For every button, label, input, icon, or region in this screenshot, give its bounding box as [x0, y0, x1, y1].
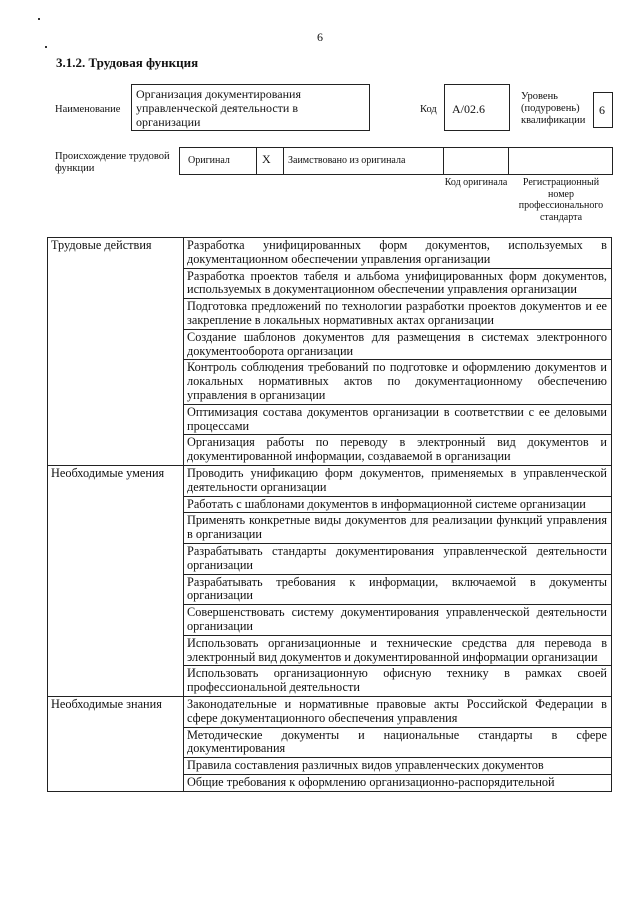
code-label: Код — [420, 104, 437, 115]
name-label: Наименование — [55, 104, 121, 115]
table-row — [48, 696, 612, 727]
item-cell: Применять конкретные виды документов для реализации функций управления в организации — [184, 513, 612, 544]
code-original-label: Код оригинала — [444, 177, 508, 188]
item-cell: Разрабатывать требования к информации, включаемой в документы организации — [184, 574, 612, 605]
item-cell: Использовать организационную офисную технику в рамках своей профессиональной деятельности — [184, 666, 612, 697]
item-cell: Работать с шаблонами документов в информационной системе организации — [184, 496, 612, 513]
code-value-box — [444, 84, 510, 131]
category-cell: Трудовые действия — [48, 238, 184, 466]
item-cell: Разработка унифицированных форм документов, используемых в документационном обеспечении управления организации — [184, 238, 612, 269]
item-cell: Общие требования к оформлению организационно-распорядительной — [184, 774, 612, 791]
item-cell: Использовать организационные и технические средства для перевода в электронный вид документов и документированной информации организации — [184, 635, 612, 666]
category-cell: Необходимые умения — [48, 465, 184, 696]
level-label: Уровень (подуровень) квалификации — [521, 91, 586, 126]
item-cell: Организация работы по переводу в электронный вид документов и документированной информации, создаваемой в организации — [184, 435, 612, 466]
level-value-box — [593, 92, 613, 128]
category-cell: Необходимые знания — [48, 696, 184, 791]
item-cell: Контроль соблюдения требований по подготовке и оформлению документов и локальных нормативных актов по документационному обеспечению управления в организации — [184, 360, 612, 404]
item-cell: Правила составления различных видов управленческих документов — [184, 758, 612, 775]
borrowed-label: Заимствовано из оригинала — [288, 155, 406, 166]
item-cell: Разрабатывать стандарты документирования управленческой деятельности организации — [184, 543, 612, 574]
item-cell: Создание шаблонов документов для размещения в системах электронного документооборота организации — [184, 329, 612, 360]
code-value: A/02.6 — [452, 102, 485, 116]
section-title: 3.1.2. Трудовая функция — [56, 55, 199, 70]
item-cell: Законодательные и нормативные правовые акты Российской Федерации в сфере документационного обеспечения управления — [184, 696, 612, 727]
scan-speck — [38, 18, 40, 20]
function-name-box — [131, 84, 370, 131]
item-cell: Совершенствовать систему документирования управленческой деятельности организации — [184, 605, 612, 636]
table-row — [48, 465, 612, 496]
level-value: 6 — [599, 103, 605, 117]
item-cell: Подготовка предложений по технологии разработки проектов документов и ее закрепление в локальных нормативных актах организации — [184, 299, 612, 330]
original-label: Оригинал — [188, 155, 230, 166]
function-table — [47, 237, 612, 792]
original-mark: X — [262, 152, 271, 166]
item-cell: Методические документы и национальные стандарты в сфере документирования — [184, 727, 612, 758]
item-cell: Проводить унификацию форм документов, применяемых в управленческой деятельности организации — [184, 465, 612, 496]
scan-speck — [45, 46, 47, 48]
code-original-cell — [443, 147, 509, 175]
table-row — [48, 238, 612, 269]
page-number: 6 — [317, 30, 323, 44]
reg-number-label: Регистрационный номер профессионального стандарта — [518, 177, 604, 223]
item-cell: Разработка проектов табеля и альбома унифицированных форм документов, используемых в документационном обеспечении управления организации — [184, 268, 612, 299]
item-cell: Оптимизация состава документов организации в соответствии с ее деловыми процессами — [184, 404, 612, 435]
origin-label: Происхождение трудовой функции — [55, 151, 170, 174]
function-name-value: Организация документирования управленческой деятельности в организации — [136, 87, 301, 129]
